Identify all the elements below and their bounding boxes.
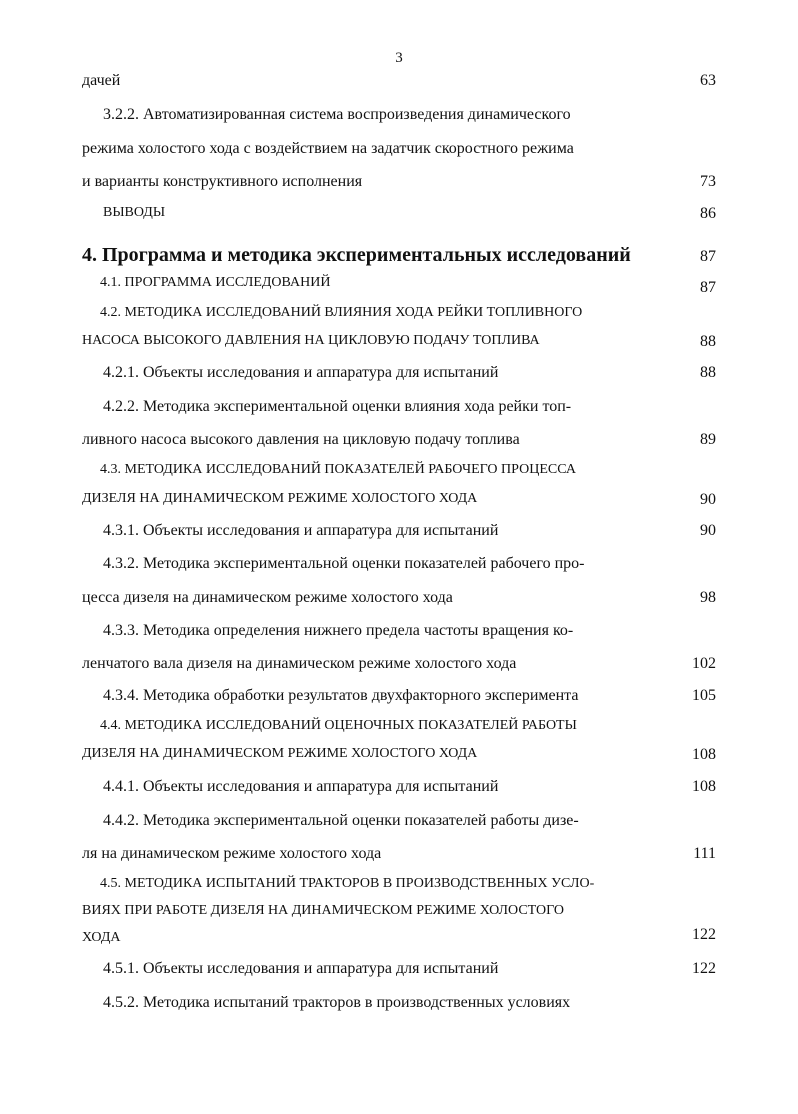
toc-chapter — [0, 244, 798, 268]
toc-text: 4.2.1. Объекты исследования и аппаратура для испытаний — [103, 364, 499, 381]
toc-text: 4.1. ПРОГРАММА ИССЛЕДОВАНИЙ — [100, 275, 331, 290]
toc-text: цесса дизеля на динамическом режиме холостого хода — [82, 589, 453, 606]
toc-text: ХОДА — [82, 930, 121, 945]
toc-line — [0, 491, 798, 515]
toc-line — [0, 589, 798, 613]
toc-line — [0, 555, 798, 579]
toc-text: 4.2.2. Методика экспериментальной оценки влияния хода рейки топ- — [103, 398, 572, 415]
toc-line — [0, 364, 798, 388]
toc-page: 98 — [700, 589, 716, 606]
toc-page: 63 — [700, 72, 716, 89]
toc-text: 3.2.2. Автоматизированная система воспроизведения динамического — [103, 106, 571, 123]
toc-text: 4.5. МЕТОДИКА ИСПЫТАНИЙ ТРАКТОРОВ В ПРОИЗВОДСТВЕННЫХ УСЛО- — [100, 876, 595, 891]
toc-line — [0, 522, 798, 546]
toc-text: ДИЗЕЛЯ НА ДИНАМИЧЕСКОМ РЕЖИМЕ ХОЛОСТОГО ХОДА — [82, 746, 478, 761]
toc-page: 102 — [692, 655, 716, 672]
toc-text: ливного насоса высокого давления на цикловую подачу топлива — [82, 431, 520, 448]
toc-line — [0, 398, 798, 422]
toc-text: дачей — [82, 72, 121, 89]
toc-page: 105 — [692, 687, 716, 704]
toc-text: 4.4.2. Методика экспериментальной оценки показателей работы дизе- — [103, 812, 579, 829]
toc-text: и варианты конструктивного исполнения — [82, 173, 363, 190]
toc-line — [0, 812, 798, 836]
toc-line — [0, 687, 798, 711]
toc-text: ля на динамическом режиме холостого хода — [82, 845, 382, 862]
toc-text: ленчатого вала дизеля на динамическом режиме холостого хода — [82, 655, 517, 672]
toc-line — [0, 140, 798, 164]
toc-text: режима холостого хода с воздействием на задатчик скоростного режима — [82, 140, 574, 157]
page-number: 3 — [395, 50, 403, 66]
toc-text: 4.3.3. Методика определения нижнего предела частоты вращения ко- — [103, 622, 574, 639]
toc-text: 4.3.4. Методика обработки результатов двухфакторного эксперимента — [103, 687, 579, 704]
toc-line — [0, 718, 798, 742]
toc-page: 88 — [700, 364, 716, 381]
toc-line — [0, 746, 798, 770]
toc-text: ДИЗЕЛЯ НА ДИНАМИЧЕСКОМ РЕЖИМЕ ХОЛОСТОГО ХОДА — [82, 491, 478, 506]
toc-line — [0, 106, 798, 130]
toc-page: 122 — [692, 926, 716, 943]
toc-page: 88 — [700, 333, 716, 350]
toc-line — [0, 173, 798, 197]
toc-page: 87 — [700, 279, 716, 296]
toc-line — [0, 903, 798, 927]
toc-page: 108 — [692, 778, 716, 795]
toc-page: 90 — [700, 522, 716, 539]
toc-line — [0, 205, 798, 229]
toc-line — [0, 305, 798, 329]
toc-page: 122 — [692, 960, 716, 977]
toc-page: 86 — [700, 205, 716, 222]
chapter-title: 4. Программа и методика экспериментальных исследований — [82, 244, 631, 266]
toc-text: НАСОСА ВЫСОКОГО ДАВЛЕНИЯ НА ЦИКЛОВУЮ ПОДАЧУ ТОПЛИВА — [82, 333, 540, 348]
toc-text: 4.4. МЕТОДИКА ИССЛЕДОВАНИЙ ОЦЕНОЧНЫХ ПОКАЗАТЕЛЕЙ РАБОТЫ — [100, 718, 577, 733]
toc-text: ВИЯХ ПРИ РАБОТЕ ДИЗЕЛЯ НА ДИНАМИЧЕСКОМ РЕЖИМЕ ХОЛОСТОГО — [82, 903, 564, 918]
toc-text: ВЫВОДЫ — [103, 205, 166, 220]
toc-text: 4.3. МЕТОДИКА ИССЛЕДОВАНИЙ ПОКАЗАТЕЛЕЙ РАБОЧЕГО ПРОЦЕССА — [100, 462, 576, 477]
toc-page: 73 — [700, 173, 716, 190]
toc-line — [0, 275, 798, 299]
toc-text: 4.3.1. Объекты исследования и аппаратура для испытаний — [103, 522, 499, 539]
toc-text: 4.3.2. Методика экспериментальной оценки показателей рабочего про- — [103, 555, 585, 572]
toc-line — [0, 960, 798, 984]
toc-line — [0, 333, 798, 357]
toc-page: 111 — [693, 845, 716, 862]
toc-line — [0, 655, 798, 679]
toc-page: 108 — [692, 746, 716, 763]
toc-line — [0, 72, 798, 96]
toc-line — [0, 462, 798, 486]
toc-line — [0, 876, 798, 900]
toc-line — [0, 845, 798, 869]
toc-page: 89 — [700, 431, 716, 448]
toc-text: 4.4.1. Объекты исследования и аппаратура для испытаний — [103, 778, 499, 795]
toc-line — [0, 431, 798, 455]
toc-line — [0, 926, 798, 954]
toc-text: 4.5.2. Методика испытаний тракторов в производственных условиях — [103, 994, 571, 1011]
toc-text: 4.5.1. Объекты исследования и аппаратура для испытаний — [103, 960, 499, 977]
toc-page: 87 — [700, 248, 716, 265]
toc-page: 90 — [700, 491, 716, 508]
toc-line — [0, 622, 798, 646]
toc-text: 4.2. МЕТОДИКА ИССЛЕДОВАНИЙ ВЛИЯНИЯ ХОДА РЕЙКИ ТОПЛИВНОГО — [100, 305, 583, 320]
toc-line — [0, 778, 798, 802]
toc-line — [0, 994, 798, 1018]
